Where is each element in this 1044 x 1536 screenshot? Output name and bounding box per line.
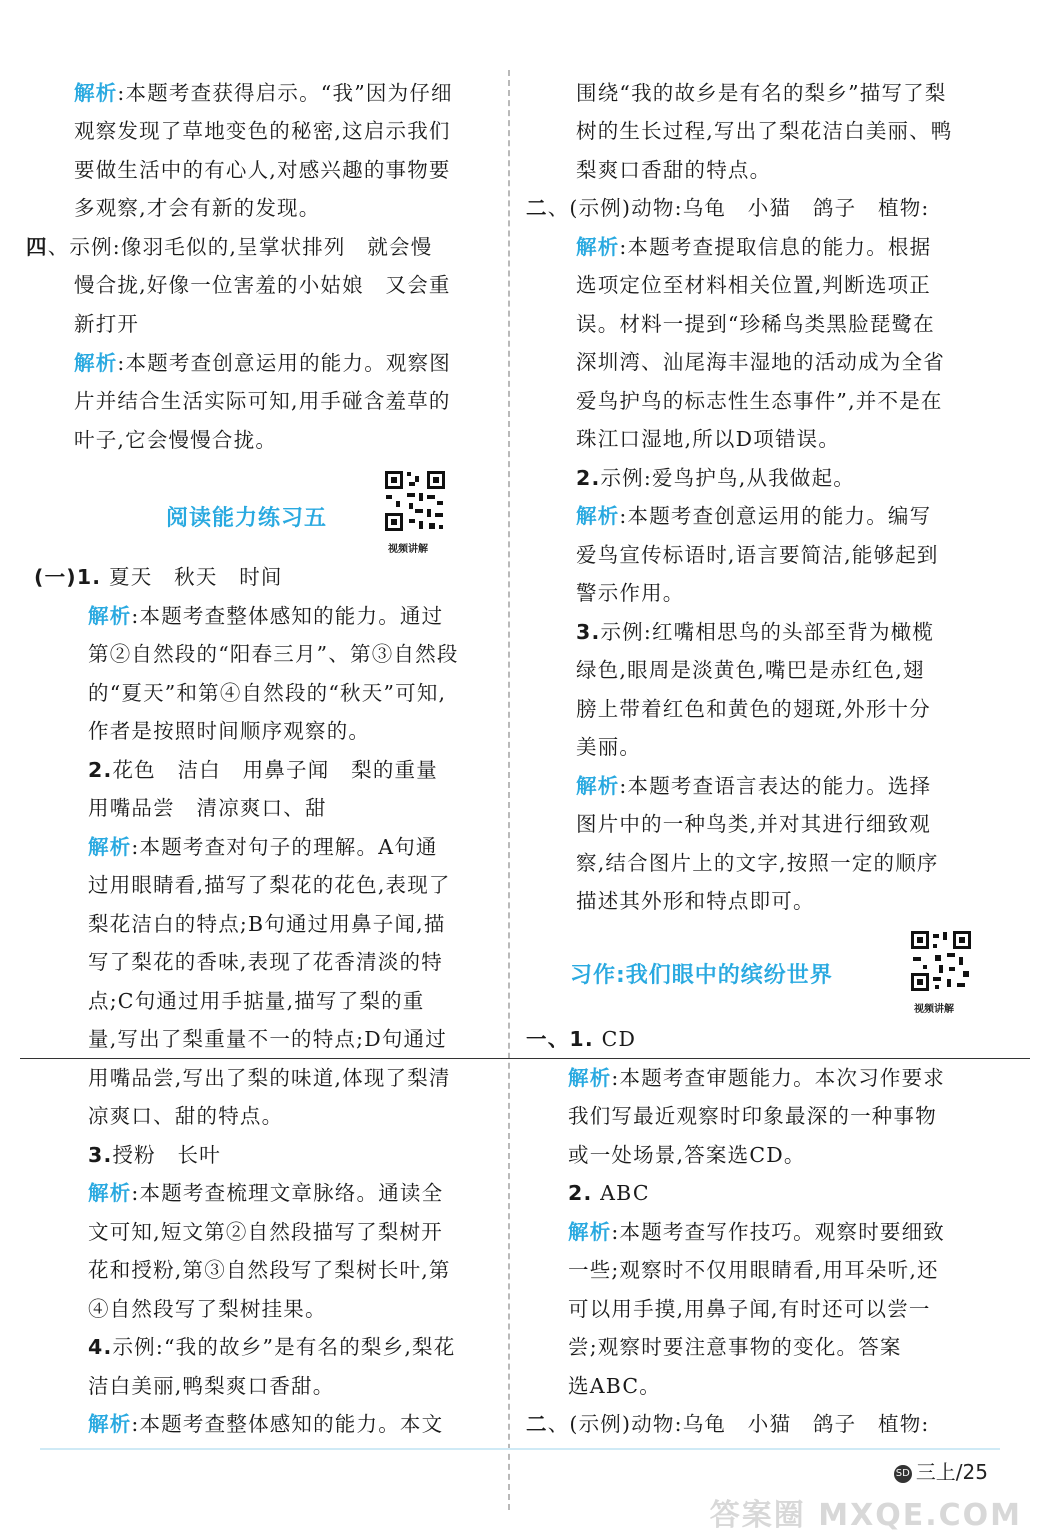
text-line: 或一处场景,答案选CD。 — [568, 1143, 806, 1167]
analysis-paragraph — [576, 228, 931, 267]
section-marker: 二 — [526, 1412, 548, 1436]
analysis-text: :本题考查语言表达的能力。选择 — [619, 774, 932, 798]
qr-caption: 视频讲解 — [914, 1004, 954, 1015]
analysis-text: :本题考查创意运用的能力。编写 — [619, 504, 932, 528]
answer-text: 示例:红嘴相思鸟的头部至背为橄榄 — [600, 620, 935, 644]
column-divider — [508, 70, 510, 1510]
text-line: 一些;观察时不仅用眼睛看,用耳朵听,还 — [568, 1258, 939, 1282]
question-number: 1. — [76, 565, 102, 589]
answer-text: 示例:爱鸟护鸟,从我做起。 — [600, 466, 855, 490]
analysis-label: 解析 — [576, 774, 620, 798]
question-number: 3. — [576, 620, 601, 644]
question-number: 、1. — [547, 1027, 594, 1051]
text-line: 选ABC。 — [568, 1374, 661, 1398]
question-3 — [88, 1136, 221, 1175]
text-line: 写了梨花的香味,表现了花香清淡的特 — [88, 950, 443, 974]
text-line: 新打开 — [74, 312, 140, 336]
section-heading: 习作:我们眼中的缤纷世界 — [570, 963, 833, 988]
text-line: 选项定位至材料相关位置,判断选项正 — [576, 273, 931, 297]
text-line: 多观察,才会有新的发现。 — [74, 196, 321, 220]
answer-text: 花色 洁白 用鼻子闻 梨的重量 — [112, 758, 438, 782]
question-4b — [88, 1328, 455, 1367]
question-number: 2. — [576, 466, 601, 490]
analysis-paragraph — [74, 344, 451, 383]
text-line: 片并结合生活实际可知,用手碰含羞草的 — [74, 389, 451, 413]
analysis-text: :本题考查整体感知的能力。本文 — [131, 1412, 444, 1436]
section-1-question-1 — [526, 1020, 636, 1059]
analysis-label: 解析 — [88, 604, 132, 628]
analysis-paragraph — [576, 767, 931, 806]
footer-band — [40, 1448, 1000, 1450]
part-marker: (一) — [34, 565, 77, 589]
text-line: 美丽。 — [576, 735, 642, 759]
text-line: 洁白美丽,鸭梨爽口香甜。 — [88, 1374, 335, 1398]
question-number: 2. — [88, 758, 113, 782]
section-marker: 一 — [526, 1027, 548, 1051]
text-line: 凉爽口、甜的特点。 — [88, 1104, 284, 1128]
text-line: 观察发现了草地变色的秘密,这启示我们 — [74, 119, 451, 143]
answer-text: 授粉 长叶 — [112, 1143, 221, 1167]
analysis-text: :本题考查整体感知的能力。通过 — [131, 604, 444, 628]
analysis-text: :本题考查创意运用的能力。观察图 — [117, 351, 452, 375]
qr-code-icon[interactable] — [382, 468, 448, 534]
text-line: 察,结合图片上的文字,按照一定的顺序 — [576, 851, 939, 875]
analysis-text: :本题考查对句子的理解。A句通 — [131, 835, 438, 859]
analysis-label: 解析 — [568, 1066, 612, 1090]
analysis-text: :本题考查提取信息的能力。根据 — [619, 235, 932, 259]
question-4 — [26, 228, 432, 267]
section-marker: 四 — [26, 235, 48, 259]
answer-text: CD — [593, 1027, 637, 1051]
section-2 — [526, 1405, 930, 1444]
answer-text: 、(示例)动物:乌龟 小猫 鸽子 植物: — [547, 196, 930, 220]
part-marker: 二 — [526, 196, 548, 220]
analysis-paragraph — [88, 1174, 443, 1213]
qr-code-icon[interactable] — [908, 928, 974, 994]
qr-caption: 视频讲解 — [388, 544, 428, 555]
question-2 — [88, 751, 438, 790]
text-line: 描述其外形和特点即可。 — [576, 889, 815, 913]
question-2b — [568, 1174, 650, 1213]
text-line: 用嘴品尝 清凉爽口、甜 — [88, 796, 327, 820]
question-3 — [576, 613, 934, 652]
text-line: 可以用手摸,用鼻子闻,有时还可以尝一 — [568, 1297, 931, 1321]
analysis-text: :本题考查审题能力。本次习作要求 — [611, 1066, 946, 1090]
text-line: 点;C句通过用手掂量,描写了梨的重 — [88, 989, 425, 1013]
text-line: 梨花洁白的特点;B句通过用鼻子闻,描 — [88, 912, 446, 936]
text-line: 量,写出了梨重量不一的特点;D句通过 — [88, 1027, 447, 1051]
analysis-label: 解析 — [88, 1412, 132, 1436]
analysis-label: 解析 — [88, 835, 132, 859]
question-number: 4. — [88, 1335, 113, 1359]
analysis-text: :本题考查写作技巧。观察时要细致 — [611, 1220, 946, 1244]
text-line: 我们写最近观察时印象最深的一种事物 — [568, 1104, 937, 1128]
analysis-paragraph — [88, 1405, 443, 1444]
analysis-label: 解析 — [576, 235, 620, 259]
text-line: 过用眼睛看,描写了梨花的花色,表现了 — [88, 873, 451, 897]
text-line: 第②自然段的“阳春三月”、第③自然段 — [88, 642, 459, 666]
part-2-question-1 — [526, 189, 930, 228]
analysis-paragraph — [568, 1059, 945, 1098]
text-line: 叶子,它会慢慢合拢。 — [74, 428, 278, 452]
text-line: 树的生长过程,写出了梨花洁白美丽、鸭 — [576, 119, 953, 143]
text-line: 用嘴品尝,写出了梨的味道,体现了梨清 — [88, 1066, 451, 1090]
question-2 — [576, 459, 855, 498]
text-line: 慢合拢,好像一位害羞的小姑娘 又会重 — [74, 273, 451, 297]
part-1-question-1 — [34, 558, 283, 597]
text-line: 的“夏天”和第④自然段的“秋天”可知, — [88, 681, 447, 705]
edition-badge-icon: SD — [894, 1465, 912, 1483]
text-line: 警示作用。 — [576, 581, 685, 605]
text-line: 要做生活中的有心人,对感兴趣的事物要 — [74, 158, 451, 182]
analysis-label: 解析 — [74, 81, 118, 105]
analysis-paragraph — [88, 828, 438, 867]
question-number: 3. — [88, 1143, 113, 1167]
analysis-paragraph — [568, 1213, 945, 1252]
analysis-label: 解析 — [568, 1220, 612, 1244]
answer-text: 、示例:像羽毛似的,呈掌状排列 就会慢 — [47, 235, 433, 259]
text-line: 膀上带着红色和黄色的翅斑,外形十分 — [576, 697, 931, 721]
text-line: 深圳湾、汕尾海丰湿地的活动成为全省 — [576, 350, 945, 374]
text-line: 绿色,眼周是淡黄色,嘴巴是赤红色,翅 — [576, 658, 925, 682]
text-line: 误。材料一提到“珍稀鸟类黑脸琵鹭在 — [576, 312, 935, 336]
analysis-paragraph — [74, 74, 453, 113]
text-line: 爱鸟宣传标语时,语言要简洁,能够起到 — [576, 543, 939, 567]
analysis-label: 解析 — [88, 1181, 132, 1205]
analysis-label: 解析 — [74, 351, 118, 375]
page-number: 三上/25 — [915, 1460, 988, 1484]
answer-text: 夏天 秋天 时间 — [101, 565, 283, 589]
text-line: ④自然段写了梨树挂果。 — [88, 1297, 327, 1321]
page-footer — [894, 1456, 988, 1485]
text-line: 文可知,短文第②自然段描写了梨树开 — [88, 1220, 443, 1244]
answer-text: 、(示例)动物:乌龟 小猫 鸽子 植物: — [547, 1412, 930, 1436]
text-line: 图片中的一种鸟类,并对其进行细致观 — [576, 812, 931, 836]
watermark: 答案圈 MXQE.COM — [709, 1498, 1022, 1533]
section-heading: 阅读能力练习五 — [166, 506, 328, 531]
text-line: 珠江口湿地,所以D项错误。 — [576, 427, 841, 451]
answer-text: ABC — [592, 1181, 650, 1205]
analysis-text: :本题考查获得启示。“我”因为仔细 — [117, 81, 453, 105]
text-line: 尝;观察时要注意事物的变化。答案 — [568, 1335, 902, 1359]
analysis-label: 解析 — [576, 504, 620, 528]
text-line: 花和授粉,第③自然段写了梨树长叶,第 — [88, 1258, 451, 1282]
text-line: 爱鸟护鸟的标志性生态事件”,并不是在 — [576, 389, 943, 413]
text-line: 围绕“我的故乡是有名的梨乡”描写了梨 — [576, 81, 947, 105]
text-line: 作者是按照时间顺序观察的。 — [88, 719, 371, 743]
answer-text: 示例:“我的故乡”是有名的梨乡,梨花 — [112, 1335, 456, 1359]
analysis-text: :本题考查梳理文章脉络。通读全 — [131, 1181, 444, 1205]
text-line: 梨爽口香甜的特点。 — [576, 158, 772, 182]
analysis-paragraph — [576, 497, 931, 536]
question-number: 2. — [568, 1181, 593, 1205]
analysis-paragraph — [88, 597, 443, 636]
